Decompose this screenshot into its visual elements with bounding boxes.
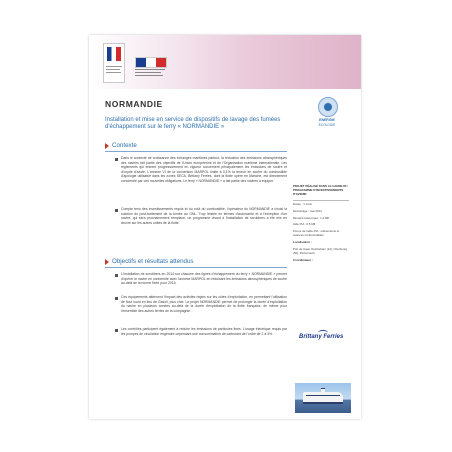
location-label: Localisation :	[293, 240, 312, 245]
theme-badge	[314, 97, 340, 129]
brand-name: Brittany Ferries	[299, 334, 344, 340]
section-heading-contexte: Contexte	[105, 142, 137, 149]
program-label: PROJET RÉALISÉ DANS LE CADRE DU PROGRAMME D'INVESTISSEMENTS D'AVENIR	[293, 184, 348, 196]
badge-line2: ÉCOLOGIE	[318, 123, 336, 127]
bullet-icon	[115, 329, 118, 332]
ship-icon	[303, 392, 343, 404]
document-page	[89, 35, 361, 419]
republic-logo	[135, 57, 165, 81]
brittany-ferries-logo	[299, 330, 349, 342]
paragraph: Dans le contexte de croissance des échanges maritimes partout, la réduction des émissions atmosphériques des navires fait partie des objectifs de l'Union européenne et de l'Organisation maritime internationale. Les règlements qui entrent progressivement en vigueur concernent principalement les émissions de soufre et d'oxyde d'azote. L'annexe VI de la convention MARPOL limite à 0,1% la teneur en soufre du combustible d'apologie utilisable dans les zones SECA. Brittany Ferries, dont la flotte opère en Manche, est directement concernée par ces nouvelles obligations. Le ferry « NORMANDIE » a fait partie des navires à équiper.	[121, 156, 287, 183]
paragraph: L'installation de scrubbers en 2014 sur chacune des lignes d'échappement du ferry « NORMANDIE » permet d'opérer le navire en conformité avec l'annexe MARPOL en réduisant les émissions atmosphériques de soufre au-delà de la norme fixée pour 2015.	[121, 272, 287, 285]
bullet-icon	[115, 158, 118, 161]
ferry-photo	[295, 383, 351, 413]
header-band	[89, 35, 361, 89]
page-title: NORMANDIE	[105, 99, 163, 109]
energy-icon	[318, 97, 338, 117]
coordinator-label: Coordinateur :	[293, 257, 313, 262]
total-amount: Montant total projet : 1,2 M€	[293, 215, 329, 220]
page-subtitle: Installation et mise en service de dispositifs de lavage des fumées d'échappement sur le ferry « NORMANDIE »	[105, 117, 281, 130]
paragraph: Compte tenu des investissements requis et du coût du combustible, l'opérateur du NORMANDIE a choisi la solution du post-traitement de la fumée au GNL. Trop limitée en termes d'autonomie et à l'exception d'un navire, qui sera prochainement remplacé, un programme visant à l'installation de scrubbers a été mis en œuvre sur les autres unités de la flotte.	[121, 207, 287, 225]
aid-form: Forme de l'aide PIA : subventions et avances remboursables	[293, 229, 340, 238]
marianne-icon	[107, 47, 121, 61]
ministry-logo	[103, 43, 125, 83]
badge-line1: ENERGIE	[319, 118, 335, 122]
section-rule	[105, 267, 287, 268]
bullet-icon	[115, 274, 118, 277]
start-date: Démarrage : mai 2014	[293, 208, 322, 213]
bullet-icon	[115, 209, 118, 212]
paragraph: Les contrôles participent également à réduire les émissions de particules fines. L'usage électrique requis par les pompes de circulation engendre cependant une consommation de carburant de l'ordre de 2 à 3%.	[121, 327, 287, 336]
bullet-icon	[115, 297, 118, 300]
duration: Durée : 1 mois	[293, 201, 312, 206]
section-rule	[105, 151, 287, 152]
flag-icon	[135, 57, 167, 68]
aid-amount: Aide PIA : 0,5 M€	[293, 222, 316, 227]
sidebar-info	[293, 185, 349, 266]
location-value: Port de Caen-Ouistreham (14), Cherbourg (50), Portsmouth	[293, 247, 348, 255]
arrow-icon	[105, 143, 109, 149]
section-heading-objectifs: Objectifs et résultats attendus	[105, 258, 194, 265]
arrow-icon	[105, 259, 109, 265]
paragraph: Ces équipements atténuent l'impact des activités régies sur les côtes d'exploitation, en permettant l'utilisation de fioul lourd en lieu de Gasoil, plus cher. Le projet NORMANDIE permet de prolonger la durée d'exploitation du navire en plusieurs années au-delà de la durée d'exploitation de la flotte française, de même pour l'ensemble des autres ferries de la compagnie.	[121, 295, 287, 313]
